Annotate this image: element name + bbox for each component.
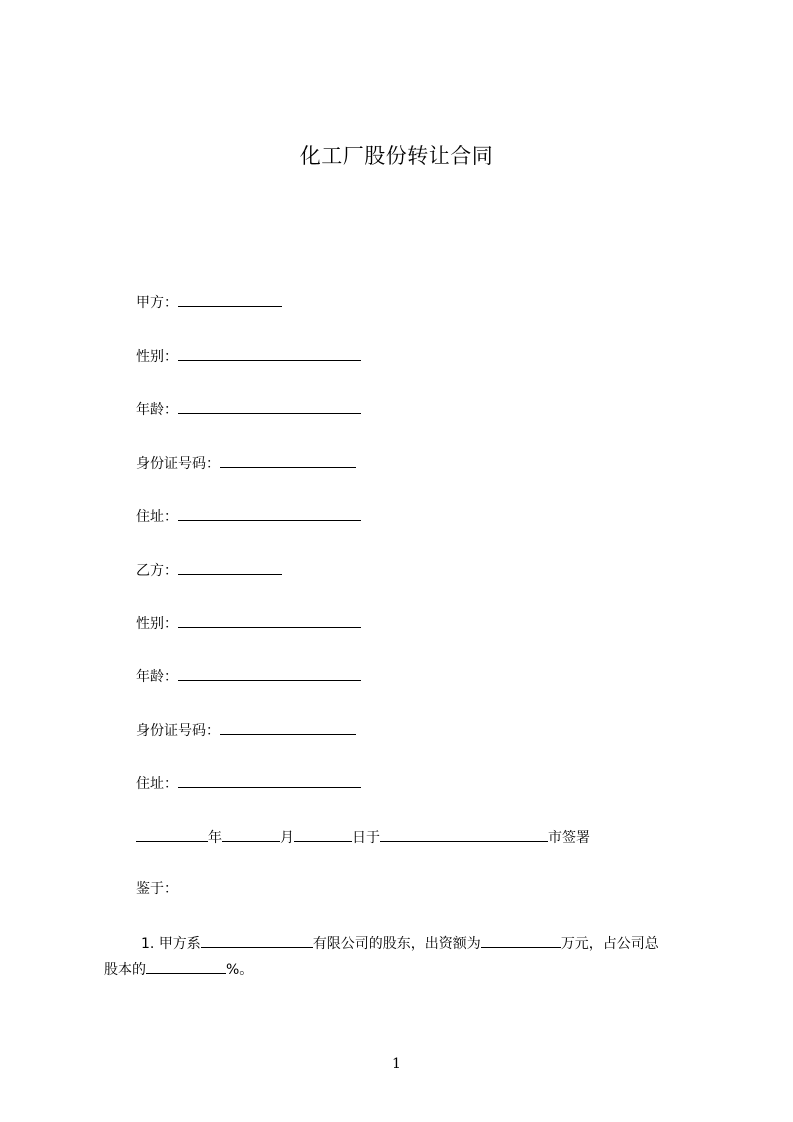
party-a-gender-line [136,345,361,367]
party-b-gender-blank[interactable] [178,612,361,628]
signing-city-label: 市签署 [548,830,590,846]
clause-1-text-d: 股本的 [104,962,146,978]
party-a-blank[interactable] [178,291,282,307]
party-a-age-line [136,398,361,420]
party-a-id-blank[interactable] [220,452,356,468]
party-a-line [136,291,282,313]
party-a-id-line [136,452,356,474]
signing-city-blank[interactable] [380,826,548,842]
party-a-address-blank[interactable] [178,505,361,521]
party-b-id-line [136,719,356,741]
signing-month-label: 月 [280,830,294,846]
clause-1-text-b: 有限公司的股东，出资额为 [312,936,481,952]
party-a-address-line [136,505,361,527]
party-b-gender-label: 性别： [136,616,178,632]
signing-day-blank[interactable] [294,826,352,842]
signing-month-blank[interactable] [222,826,280,842]
party-a-address-label: 住址： [136,509,178,525]
party-b-blank[interactable] [178,559,282,575]
signing-year-label: 年 [208,830,222,846]
clause-1-number: 1. [141,936,155,952]
party-b-gender-line [136,612,361,634]
signing-year-blank[interactable] [136,826,208,842]
party-b-age-label: 年龄： [136,669,178,685]
party-a-gender-blank[interactable] [178,345,361,361]
page-number: 1 [392,1056,401,1072]
share-percent-blank[interactable] [146,958,226,974]
party-b-age-line [136,665,361,687]
party-b-id-label: 身份证号码： [136,723,220,739]
signing-day-label: 日于 [352,830,380,846]
party-b-address-label: 住址： [136,776,178,792]
whereas-heading: 鉴于： [136,881,178,897]
party-a-age-blank[interactable] [178,398,361,414]
clause-1-text-e: %。 [226,962,254,978]
party-a-label: 甲方： [136,295,178,311]
party-b-id-blank[interactable] [220,719,356,735]
party-b-line [136,559,282,581]
clause-1-text-a: 甲方系 [158,936,201,952]
party-b-address-blank[interactable] [178,772,361,788]
company-name-blank[interactable] [201,932,313,948]
party-a-gender-label: 性别： [136,349,178,365]
signing-line [136,826,590,848]
party-a-id-label: 身份证号码： [136,456,220,472]
clause-1-line-2 [104,958,704,980]
document-title: 化工厂股份转让合同 [299,144,494,168]
clause-1-text-c: 万元，占公司总 [560,936,659,952]
party-b-address-line [136,772,361,794]
party-b-age-blank[interactable] [178,665,361,681]
party-b-label: 乙方： [136,563,178,579]
clause-1-line-1 [104,932,704,954]
party-a-age-label: 年龄： [136,402,178,418]
capital-amount-blank[interactable] [481,932,561,948]
